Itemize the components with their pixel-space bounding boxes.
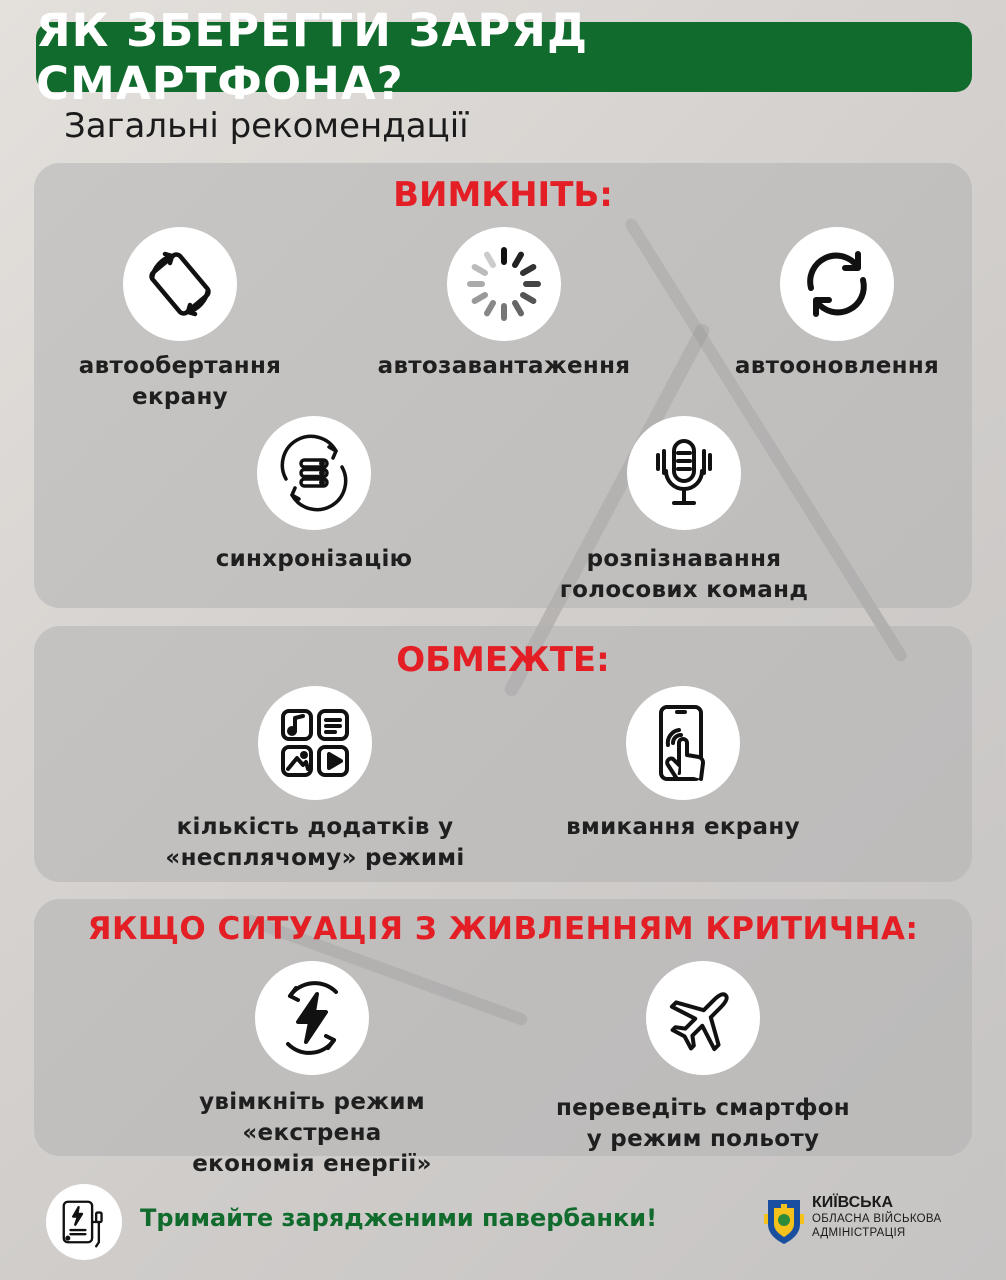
microphone-icon (644, 433, 724, 513)
tip-background-apps (145, 686, 485, 874)
tip-label: «несплячому» режимі (165, 845, 465, 871)
section-heading-turn-off: ВИМКНІТЬ: (393, 175, 613, 215)
footer-icon-wrap (46, 1184, 122, 1260)
apps-grid-icon (275, 703, 355, 783)
tip-auto-update (667, 227, 1006, 382)
powerbank-icon (57, 1195, 111, 1249)
tip-label: автооновлення (734, 353, 940, 379)
tip-label: кількість додатків у (176, 814, 454, 840)
section-heading-critical: ЯКЩО СИТУАЦІЯ З ЖИВЛЕННЯМ КРИТИЧНА: (87, 911, 919, 947)
tip-airplane-mode (533, 961, 873, 1155)
tip-label: переведіть смартфон (555, 1095, 850, 1121)
tip-label: голосових команд (559, 577, 809, 603)
sync-icon (274, 433, 354, 513)
tip-label: автозавантаження (377, 353, 631, 379)
tip-auto-rotation (10, 227, 350, 413)
tip-label: у режим польоту (586, 1126, 820, 1152)
tip-label: автообертання (78, 353, 282, 379)
tip-auto-download (334, 227, 674, 382)
footer-tip: Тримайте зарядженими павербанки! (140, 1204, 658, 1232)
logo-subtitle: ОБЛАСНА ВІЙСЬКОВА (812, 1213, 942, 1225)
loading-spinner-icon (464, 244, 544, 324)
panel-turn-off (34, 163, 972, 608)
refresh-icon (797, 244, 877, 324)
panel-limit (34, 626, 972, 882)
page-subtitle: Загальні рекомендації (64, 106, 469, 146)
tip-screen-wake (513, 686, 853, 843)
tip-power-saving (142, 961, 482, 1180)
screen-rotation-icon (140, 244, 220, 324)
phone-touch-icon (643, 703, 723, 783)
kyiv-region-emblem-icon (764, 1194, 804, 1246)
tip-label: економія енергії» (192, 1151, 432, 1177)
airplane-icon (663, 978, 743, 1058)
section-heading-limit: ОБМЕЖТЕ: (396, 640, 610, 680)
organization-logo (764, 1194, 942, 1246)
power-saving-icon (272, 978, 352, 1058)
tip-label: синхронізацію (215, 546, 413, 572)
tip-label: розпізнавання (586, 546, 782, 572)
tip-label: вмикання екрану (566, 814, 800, 840)
tip-label: увімкніть режим «екстрена (199, 1089, 425, 1146)
panel-critical (34, 899, 972, 1177)
logo-subtitle: АДМІНІСТРАЦІЯ (812, 1227, 906, 1239)
tip-voice-recognition (514, 416, 854, 606)
logo-name: КИЇВСЬКА (812, 1194, 893, 1211)
tip-sync (144, 416, 484, 575)
page-title: ЯК ЗБЕРЕГТИ ЗАРЯД СМАРТФОНА? (36, 22, 972, 92)
tip-label: екрану (132, 384, 228, 410)
